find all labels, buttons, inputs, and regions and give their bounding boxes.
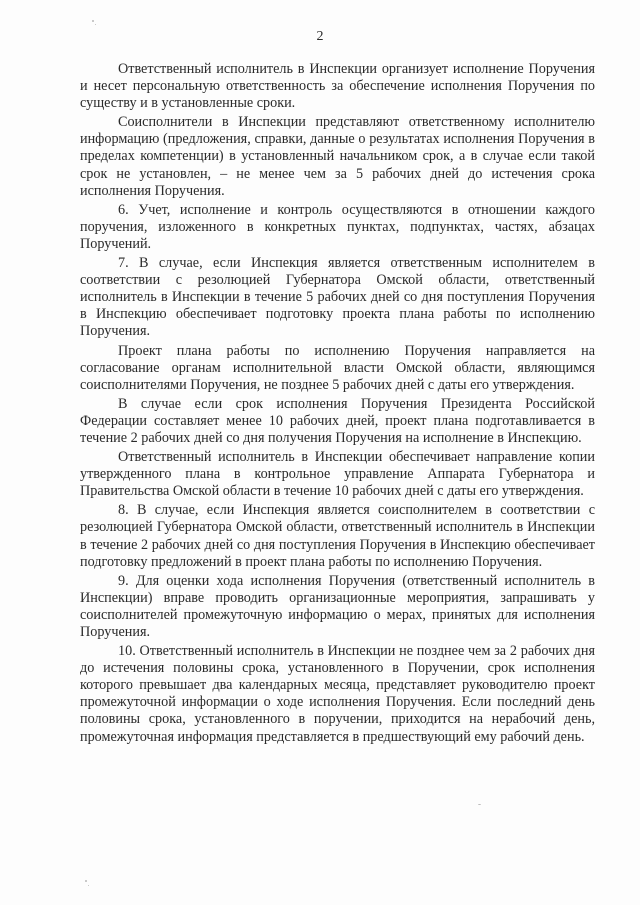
document-body: [80, 61, 595, 748]
paragraph-responsible-executor: Ответственный исполнитель в Инспекции организует исполнение Поручения и несет персональную ответственность за обеспечение исполнения Поручения по существу и в установленные сроки.: [80, 61, 595, 112]
paragraph-item-6: 6. Учет, исполнение и контроль осуществляются в отношении каждого поручения, изложенного в конкретных пунктах, подпунктах, частях, абзацах Поручений.: [80, 201, 595, 252]
paragraph-co-executors: Соисполнители в Инспекции представляют ответственному исполнителю информацию (предложения, справки, данные о результатах исполнения Поручения в пределах компетенции) в установленный начальником срок, а в случае если такой срок не установлен, – не менее чем за 5 рабочих дней до истечения срока исполнения Поручения.: [80, 114, 595, 199]
scan-speck: [85, 880, 87, 882]
paragraph-item-7: 7. В случае, если Инспекция является ответственным исполнителем в соответствии с резолюцией Губернатора Омской области, ответственный исполнитель в Инспекции в течение 5 рабочих дней со дня поступления Поручения в Инспекцию обеспечивает подготовку проекта плана работы по исполнению Поручения.: [80, 255, 595, 340]
paragraph-item-10: 10. Ответственный исполнитель в Инспекции не позднее чем за 2 рабочих дня до истечения половины срока, установленного в Поручении, срок исполнения которого превышает два календарных месяца, представляет руководителю проект промежуточной информации о ходе исполнения Поручения. Если последний день половины срока, установленного в поручении, приходится на нерабочий день, промежуточная информация представляется в предшествующий ему рабочий день.: [80, 643, 595, 745]
scan-speck: [92, 20, 94, 22]
scan-speck: [478, 804, 481, 805]
paragraph-plan-copy: Ответственный исполнитель в Инспекции обеспечивает направление копии утвержденного плана в контрольное управление Аппарата Губернатора и Правительства Омской области в течение 10 рабочих дней с даты его утверждения.: [80, 449, 595, 500]
paragraph-short-deadline: В случае если срок исполнения Поручения Президента Российской Федерации составляет менее 10 рабочих дней, проект плана подготавливается в течение 2 рабочих дней со дня получения Поручения на исполнение в Инспекцию.: [80, 395, 595, 446]
paragraph-item-9: 9. Для оценки хода исполнения Поручения (ответственный исполнитель в Инспекции) вправе проводить организационные мероприятия, запрашивать у соисполнителей промежуточную информацию о мерах, принятых для исполнения Поручения.: [80, 572, 595, 640]
paragraph-item-8: 8. В случае, если Инспекция является соисполнителем в соответствии с резолюцией Губернатора Омской области, ответственный исполнитель в Инспекции в течение 2 рабочих дней со дня поступления Поручения в Инспекцию обеспечивает подготовку предложений в проект плана работы по исполнению Поручения.: [80, 502, 595, 570]
scan-speck: [95, 24, 96, 25]
page-number: 2: [316, 29, 324, 44]
paragraph-plan-approval: Проект плана работы по исполнению Поручения направляется на согласование органам исполнительной власти Омской области, являющимся соисполнителями Поручения, не позднее 5 рабочих дней с даты его утверждения.: [80, 342, 595, 393]
scan-speck: [88, 885, 89, 886]
